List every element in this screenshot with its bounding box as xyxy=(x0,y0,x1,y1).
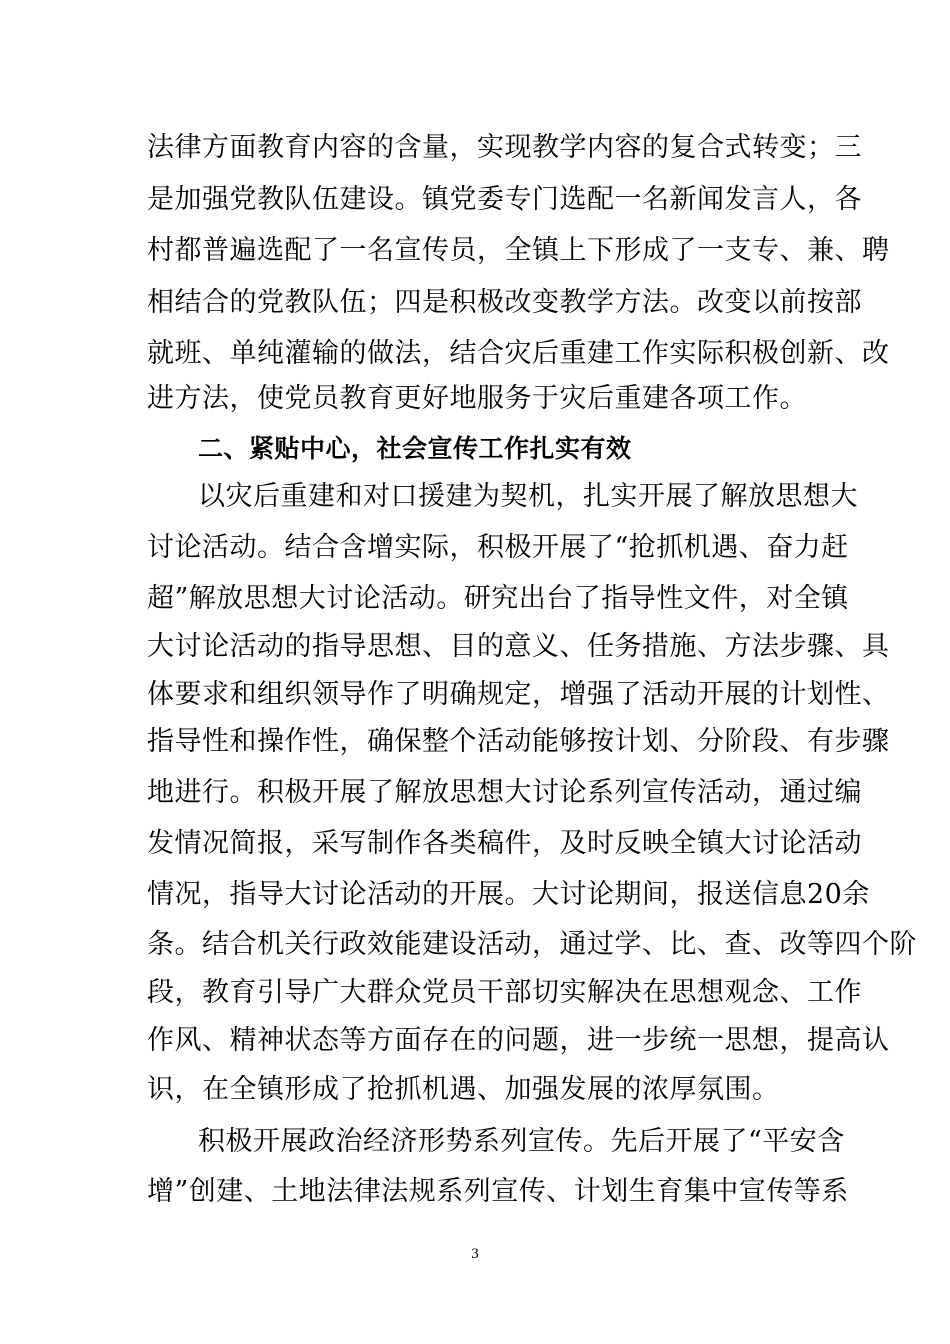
body-text-line: 超”解放思想大讨论活动。研究出台了指导性文件，对全镇 xyxy=(147,583,849,614)
body-text-line: 村都普遍选配了一名宣传员，全镇上下形成了一支专、兼、聘 xyxy=(147,235,890,266)
body-text-line: 讨论活动。结合含增实际，积极开展了“抢抓机遇、奋力赶 xyxy=(147,532,849,563)
body-text-line: 地进行。积极开展了解放思想大讨论系列宣传活动，通过编 xyxy=(147,777,862,808)
body-text-line: 进方法，使党员教育更好地服务于灾后重建各项工作。 xyxy=(147,383,807,414)
body-text-line: 条。结合机关行政效能建设活动，通过学、比、查、改等四个阶 xyxy=(147,929,917,960)
body-text-line: 作风、精神状态等方面存在的问题，进一步统一思想，提高认 xyxy=(147,1025,890,1056)
paragraph-first-line: 以灾后重建和对口援建为契机，扎实开展了解放思想大 xyxy=(198,481,858,512)
body-text-line: 体要求和组织领导作了明确规定，增强了活动开展的计划性、 xyxy=(147,679,890,710)
body-text-line: 法律方面教育内容的含量，实现教学内容的复合式转变；三 xyxy=(147,132,862,163)
body-text-line: 相结合的党教队伍；四是积极改变教学方法。改变以前按部 xyxy=(147,287,862,318)
section-heading: 二、紧贴中心，社会宣传工作扎实有效 xyxy=(198,434,632,463)
body-text-line: 发情况简报，采写制作各类稿件，及时反映全镇大讨论活动 xyxy=(147,828,862,859)
body-text-line: 情况，指导大讨论活动的开展。大讨论期间，报送信息20余 xyxy=(147,879,870,910)
body-text-line: 识，在全镇形成了抢抓机遇、加强发展的浓厚氛围。 xyxy=(147,1074,780,1105)
body-text-line: 就班、单纯灌输的做法，结合灾后重建工作实际积极创新、改 xyxy=(147,338,890,369)
body-text-line: 段，教育引导广大群众党员干部切实解决在思想观念、工作 xyxy=(147,977,862,1008)
page-number: 3 xyxy=(471,1246,479,1262)
body-text-line: 大讨论活动的指导思想、目的意义、任务措施、方法步骤、具 xyxy=(147,631,890,662)
paragraph-first-line: 积极开展政治经济形势系列宣传。先后开展了“平安含 xyxy=(198,1126,845,1157)
body-text-line: 增”创建、土地法律法规系列宣传、计划生育集中宣传等系 xyxy=(147,1176,849,1207)
body-text-line: 是加强党教队伍建设。镇党委专门选配一名新闻发言人，各 xyxy=(147,184,862,215)
body-text-line: 指导性和操作性，确保整个活动能够按计划、分阶段、有步骤 xyxy=(147,726,890,757)
